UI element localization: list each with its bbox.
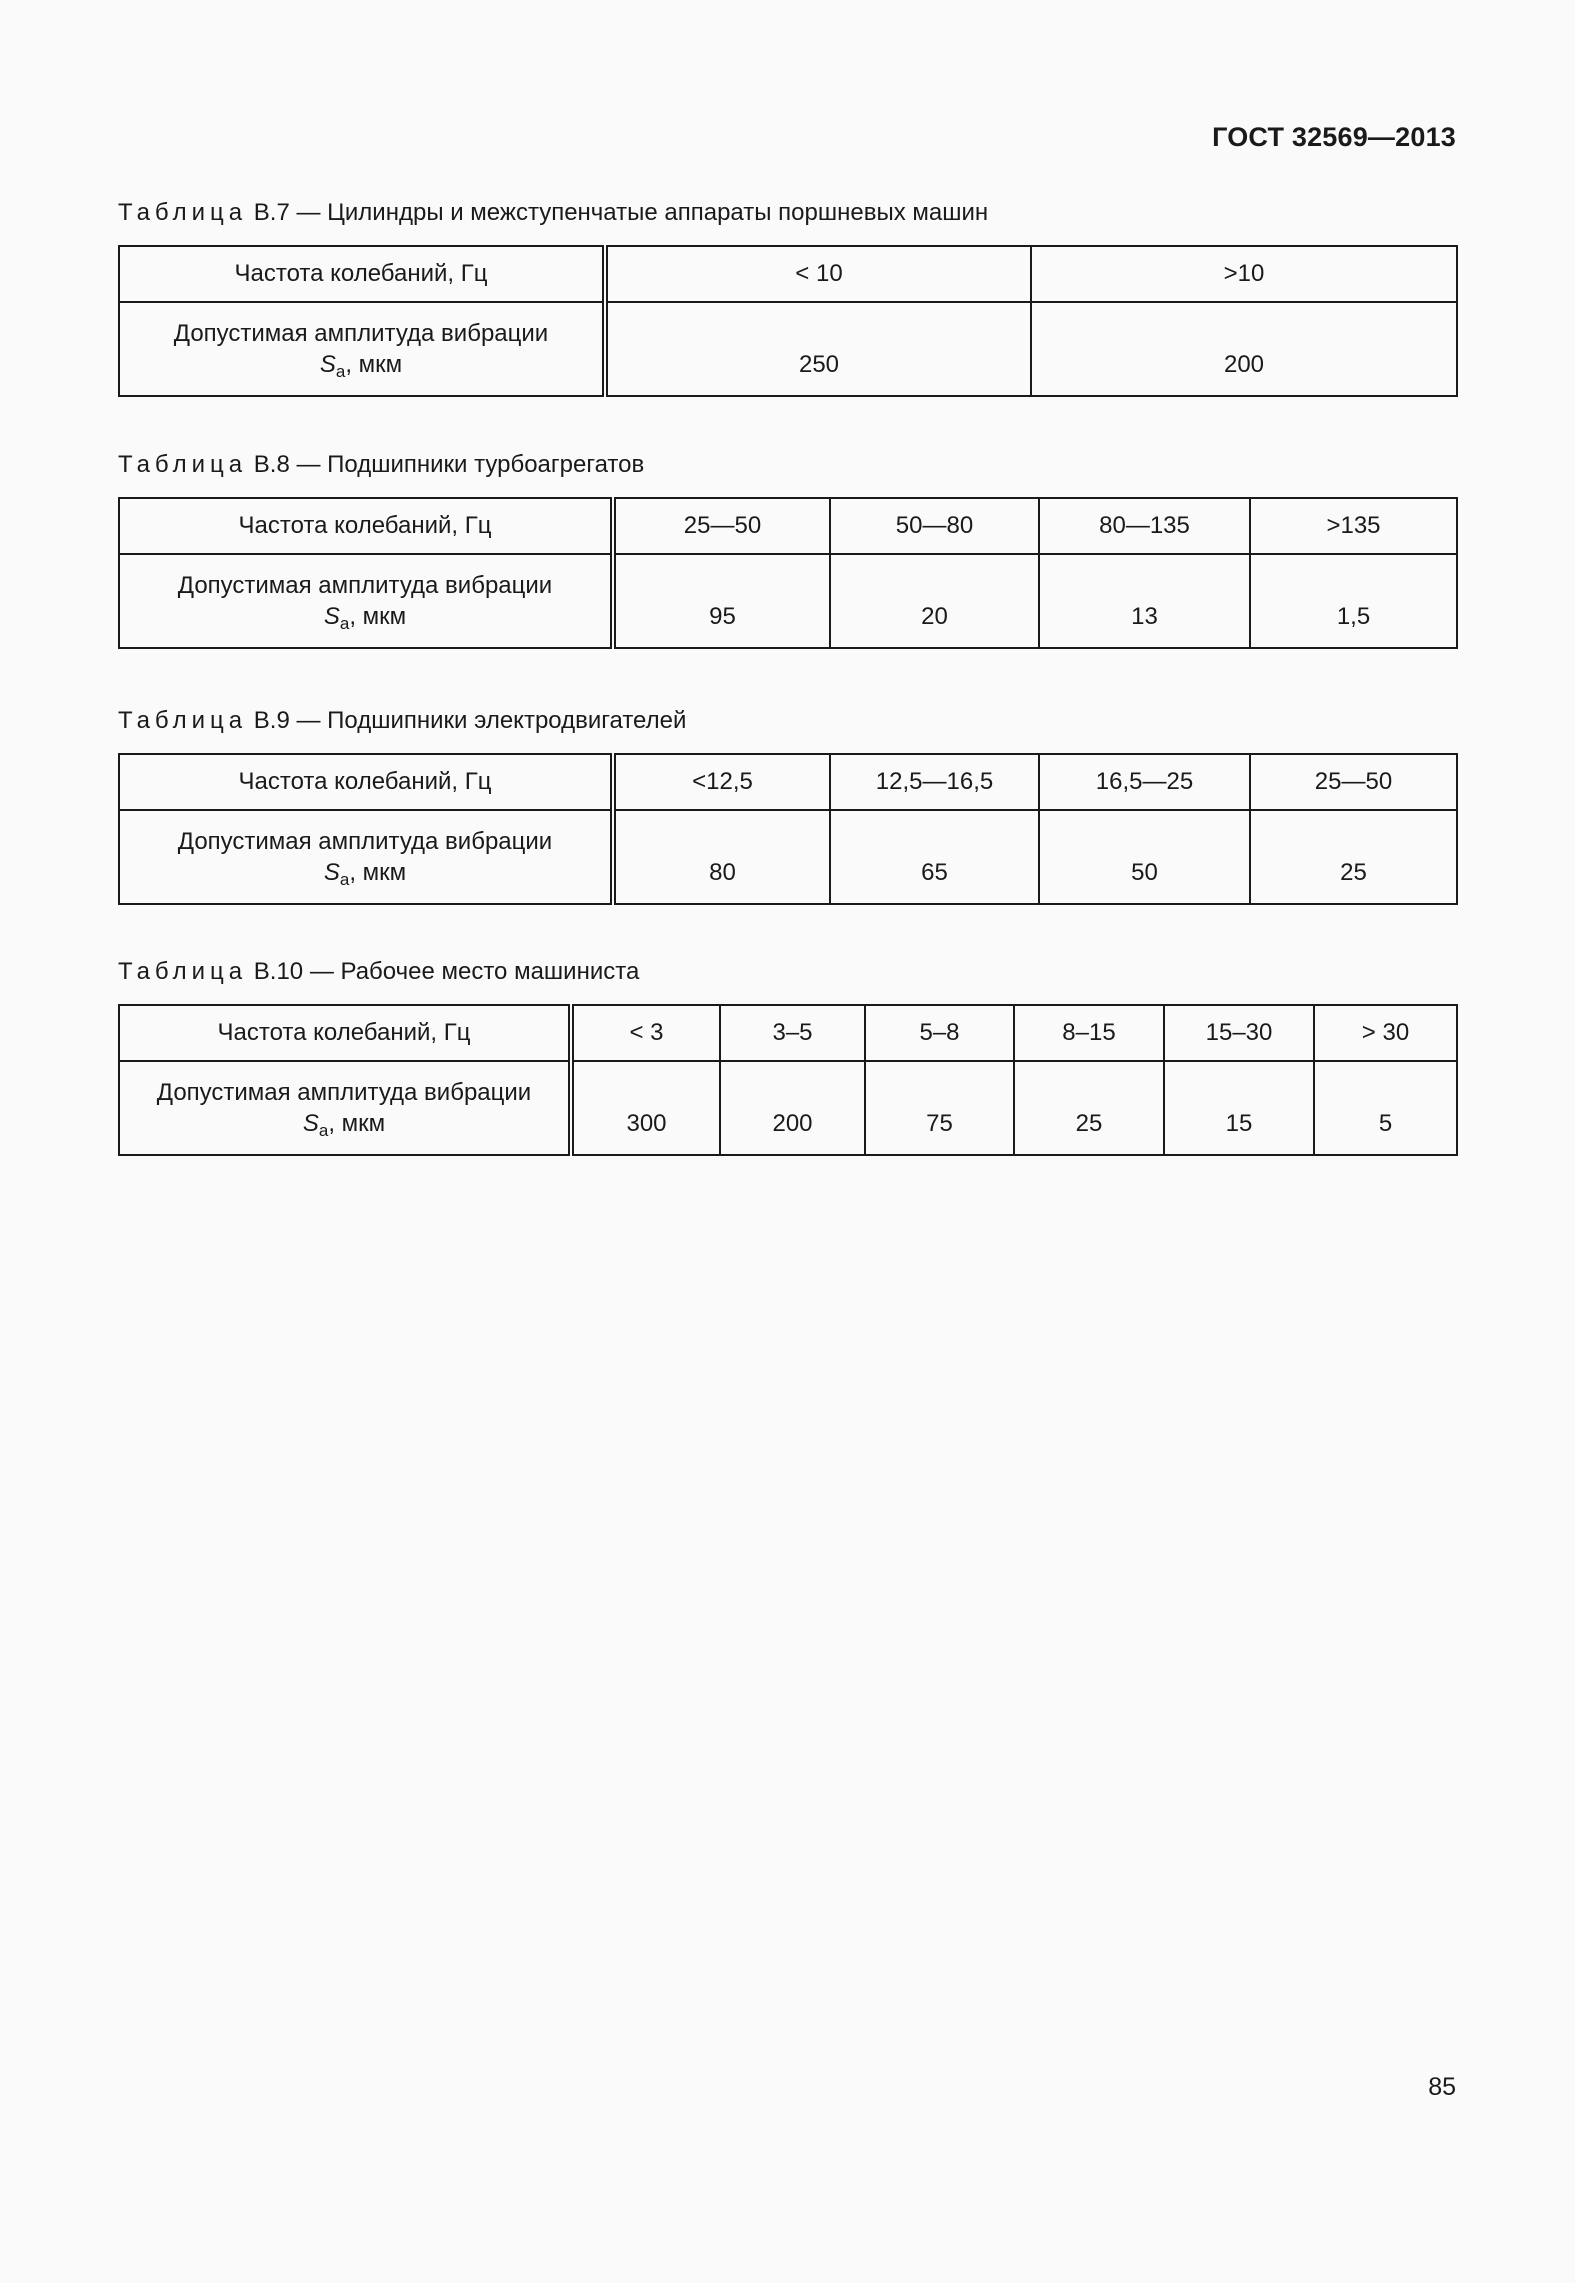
table-b10-caption: Таблица В.10 — Рабочее место машиниста bbox=[118, 958, 640, 985]
frequency-cell: 25—50 bbox=[1250, 754, 1457, 810]
frequency-cell: 12,5—16,5 bbox=[830, 754, 1039, 810]
frequency-label: Частота колебаний, Гц bbox=[119, 498, 613, 554]
amplitude-row bbox=[119, 302, 1457, 396]
frequency-label: Частота колебаний, Гц bbox=[119, 246, 605, 302]
table-b8-block bbox=[118, 450, 1456, 649]
frequency-label: Частота колебаний, Гц bbox=[119, 754, 613, 810]
amplitude-cell: 250 bbox=[605, 302, 1031, 396]
amplitude-cell: 13 bbox=[1039, 554, 1250, 648]
amplitude-row bbox=[119, 810, 1457, 904]
frequency-cell: 5–8 bbox=[865, 1005, 1014, 1061]
amplitude-cell: 5 bbox=[1314, 1061, 1457, 1155]
amplitude-cell: 200 bbox=[720, 1061, 865, 1155]
frequency-row bbox=[119, 498, 1457, 554]
frequency-cell: >135 bbox=[1250, 498, 1457, 554]
amplitude-label: Допустимая амплитуда вибрации $S_a$, мкм bbox=[119, 302, 605, 396]
frequency-label: Частота колебаний, Гц bbox=[119, 1005, 571, 1061]
amplitude-cell: 65 bbox=[830, 810, 1039, 904]
amplitude-cell: 25 bbox=[1250, 810, 1457, 904]
frequency-cell: >10 bbox=[1031, 246, 1457, 302]
table-b7 bbox=[118, 245, 1458, 397]
frequency-row bbox=[119, 754, 1457, 810]
frequency-row bbox=[119, 1005, 1457, 1061]
frequency-cell: 15–30 bbox=[1164, 1005, 1314, 1061]
table-b8 bbox=[118, 497, 1458, 649]
amplitude-row bbox=[119, 1061, 1457, 1155]
amplitude-cell: 80 bbox=[613, 810, 830, 904]
amplitude-cell: 300 bbox=[571, 1061, 720, 1155]
table-b9 bbox=[118, 753, 1458, 905]
table-b10 bbox=[118, 1004, 1458, 1156]
table-b8-caption: Таблица В.8 — Подшипники турбоагрегатов bbox=[118, 451, 645, 478]
amplitude-row bbox=[119, 554, 1457, 648]
table-b7-block bbox=[118, 198, 1456, 397]
amplitude-cell: 50 bbox=[1039, 810, 1250, 904]
frequency-cell: <12,5 bbox=[613, 754, 830, 810]
frequency-cell: 3–5 bbox=[720, 1005, 865, 1061]
amplitude-label: Допустимая амплитуда вибрации $S_a$, мкм bbox=[119, 810, 613, 904]
frequency-cell: 8–15 bbox=[1014, 1005, 1164, 1061]
amplitude-label: Допустимая амплитуда вибрации $S_a$, мкм bbox=[119, 1061, 571, 1155]
page-number: 85 bbox=[1428, 2073, 1456, 2101]
amplitude-cell: 1,5 bbox=[1250, 554, 1457, 648]
frequency-row bbox=[119, 246, 1457, 302]
frequency-cell: 25—50 bbox=[613, 498, 830, 554]
amplitude-cell: 20 bbox=[830, 554, 1039, 648]
amplitude-cell: 15 bbox=[1164, 1061, 1314, 1155]
table-b10-block bbox=[118, 957, 1456, 1156]
document-code: ГОСТ 32569—2013 bbox=[1212, 122, 1456, 152]
table-b7-caption: Таблица В.7 — Цилиндры и межступенчатые аппараты поршневых машин bbox=[118, 199, 989, 226]
frequency-cell: 50—80 bbox=[830, 498, 1039, 554]
frequency-cell: 16,5—25 bbox=[1039, 754, 1250, 810]
table-b9-block bbox=[118, 706, 1456, 905]
amplitude-cell: 75 bbox=[865, 1061, 1014, 1155]
frequency-cell: < 3 bbox=[571, 1005, 720, 1061]
amplitude-cell: 200 bbox=[1031, 302, 1457, 396]
table-b9-caption: Таблица В.9 — Подшипники электродвигателей bbox=[118, 707, 687, 734]
amplitude-cell: 95 bbox=[613, 554, 830, 648]
frequency-cell: 80—135 bbox=[1039, 498, 1250, 554]
amplitude-cell: 25 bbox=[1014, 1061, 1164, 1155]
frequency-cell: > 30 bbox=[1314, 1005, 1457, 1061]
frequency-cell: < 10 bbox=[605, 246, 1031, 302]
amplitude-label: Допустимая амплитуда вибрации $S_a$, мкм bbox=[119, 554, 613, 648]
